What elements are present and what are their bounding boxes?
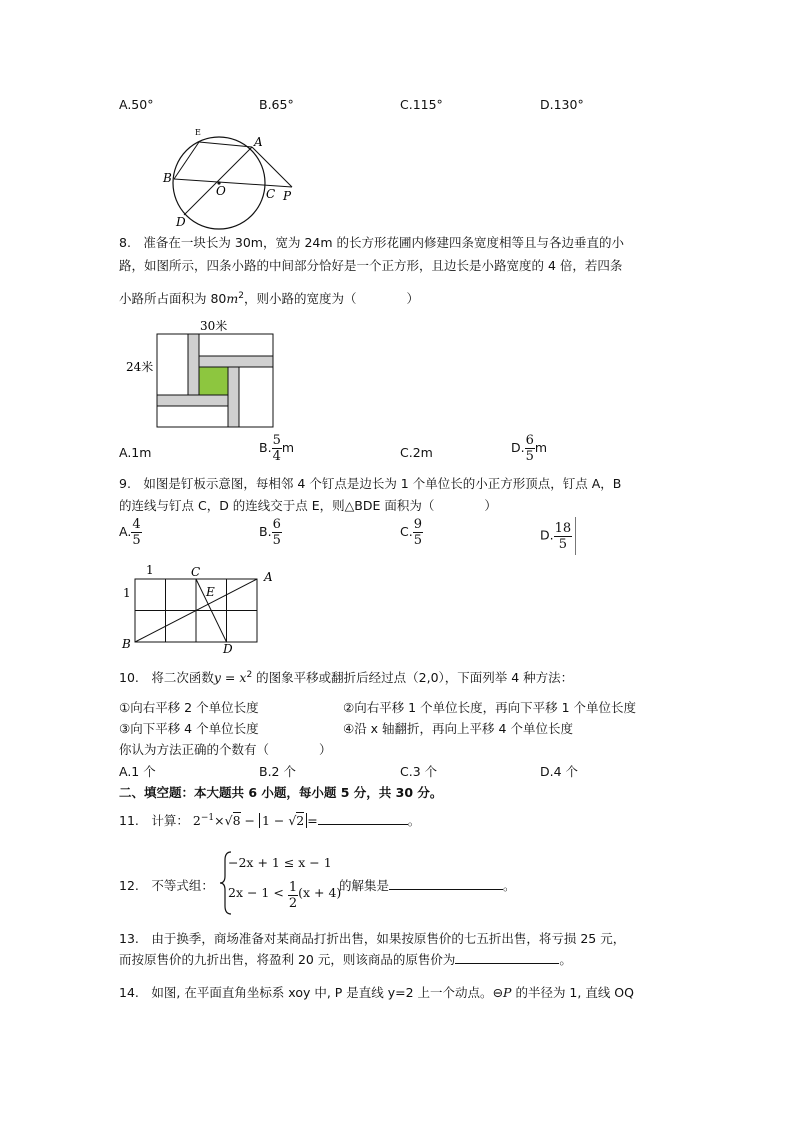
q8-option-a: A.1m — [119, 445, 152, 460]
q10-option-c: C.3 个 — [400, 764, 438, 779]
text-cursor — [575, 517, 576, 555]
line-be — [174, 142, 199, 179]
q7-label-p: P — [283, 189, 292, 203]
q10-question: 你认为方法正确的个数有（ ） — [119, 742, 332, 757]
path-vertical-right — [228, 367, 239, 427]
q8-label-24m: 24米 — [126, 360, 154, 374]
q9-line1: 9. 如图是钉板示意图，每相邻 4 个钉点是边长为 1 个单位长的小正方形顶点，钉点 A，B — [119, 476, 622, 491]
line-ad — [184, 147, 252, 215]
q10-method-4: ④沿 x 轴翻折，再向上平移 4 个单位长度 — [343, 721, 573, 736]
q9-option-a: A. $\frac{4}{5}$ — [119, 517, 141, 548]
q8-line1: 8. 准备在一块长为 30m，宽为 24m 的长方形花圃内修建四条宽度相等且与各边垂直的小 — [119, 235, 625, 250]
q8-garden-figure — [120, 318, 280, 430]
q9-label-a: A — [264, 570, 273, 584]
q7-circle-figure — [160, 125, 300, 230]
q10-option-a: A.1 个 — [119, 764, 156, 779]
q12-pre: 12. 不等式组： — [119, 878, 214, 893]
q9-option-d: D. $\frac{18}{5}$ — [540, 517, 576, 555]
q12-ineq1: −2x + 1 ≤ x − 1 — [228, 855, 332, 870]
q8-label-30m: 30米 — [200, 319, 228, 333]
q8-line2: 路，如图所示，四条小路的中间部分恰好是一个正方形，且边长是小路宽度的 4 倍，若四条 — [119, 258, 623, 273]
q10-option-b: B.2 个 — [259, 764, 296, 779]
q12-ineq2: 2x − 1 < $\frac{1}{2}$ (x + 4) — [228, 880, 342, 911]
section2-title: 二、填空题：本大题共 6 小题，每小题 5 分，共 30 分。 — [119, 785, 443, 800]
q7-label-a: A — [254, 135, 263, 149]
q9-label-e: E — [206, 585, 215, 599]
path-vertical-left — [188, 334, 199, 395]
q9-label-b: B — [122, 637, 131, 651]
q10-method-1: ①向右平移 2 个单位长度 — [119, 700, 259, 715]
q8-option-b: B. $\frac{5}{4}$ m — [259, 433, 295, 464]
q7-option-a: A.50° — [119, 97, 154, 112]
q11-answer-blank[interactable] — [318, 812, 408, 825]
q7-option-b: B.65° — [259, 97, 294, 112]
q13-line1: 13. 由于换季，商场准备对某商品打折出售，如果按原售价的七五折出售，将亏损 25 元， — [119, 931, 626, 946]
q7-label-e: E — [195, 128, 201, 137]
q10-method-3: ③向下平移 4 个单位长度 — [119, 721, 259, 736]
q9-option-b: B. $\frac{6}{5}$ — [259, 517, 281, 548]
center-square — [199, 367, 228, 395]
line-ap — [252, 147, 292, 187]
q11: 11. 计算： $2^{-1}\times√8 - 1 - √2$ = 。 — [119, 812, 421, 828]
q9-label-1-left: 1 — [123, 586, 131, 600]
q12-tail: 的解集是 。 — [339, 878, 516, 893]
path-horizontal-top — [199, 356, 273, 367]
q9-option-c: C. $\frac{9}{5}$ — [400, 517, 422, 548]
q7-label-b: B — [163, 171, 172, 185]
q9-line2: 的连线与钉点 C，D 的连线交于点 E，则△BDE 面积为（ ） — [119, 498, 497, 513]
q7-label-d: D — [176, 215, 186, 229]
q12-answer-blank[interactable] — [389, 877, 503, 890]
q10-option-d: D.4 个 — [540, 764, 579, 779]
q13-line2: 而按原售价的九折出售，将盈利 20 元，则该商品的原售价为 。 — [119, 952, 572, 967]
q9-pegboard-figure — [118, 562, 288, 654]
q7-label-o: O — [216, 184, 226, 198]
q9-label-d: D — [223, 642, 233, 654]
q10-stem: 10. 将二次函数$y = x^2$ 的图象平移或翻折后经过点（2,0），下面列举 4 种方法： — [119, 669, 574, 685]
q7-option-c: C.115° — [400, 97, 443, 112]
q14-line1: 14. 如图, 在平面直角坐标系 xoy 中, P 是直线 y=2 上一个动点。⊖P 的半径为 1, 直线 OQ — [119, 985, 634, 1000]
line-bp — [174, 179, 292, 187]
q8-option-d: D. $\frac{6}{5}$ m — [511, 433, 548, 464]
q10-method-2: ②向右平移 1 个单位长度，再向下平移 1 个单位长度 — [343, 700, 637, 715]
q9-label-c: C — [191, 565, 201, 579]
q8-option-c: C.2m — [400, 445, 433, 460]
q8-line3: 小路所占面积为 $80m^2$，则小路的宽度为（ ） — [119, 290, 419, 306]
q7-option-d: D.130° — [540, 97, 584, 112]
path-horizontal-bottom — [157, 395, 228, 406]
q7-label-c: C — [266, 187, 276, 201]
q13-answer-blank[interactable] — [455, 951, 559, 964]
q9-label-1-top: 1 — [146, 563, 154, 577]
